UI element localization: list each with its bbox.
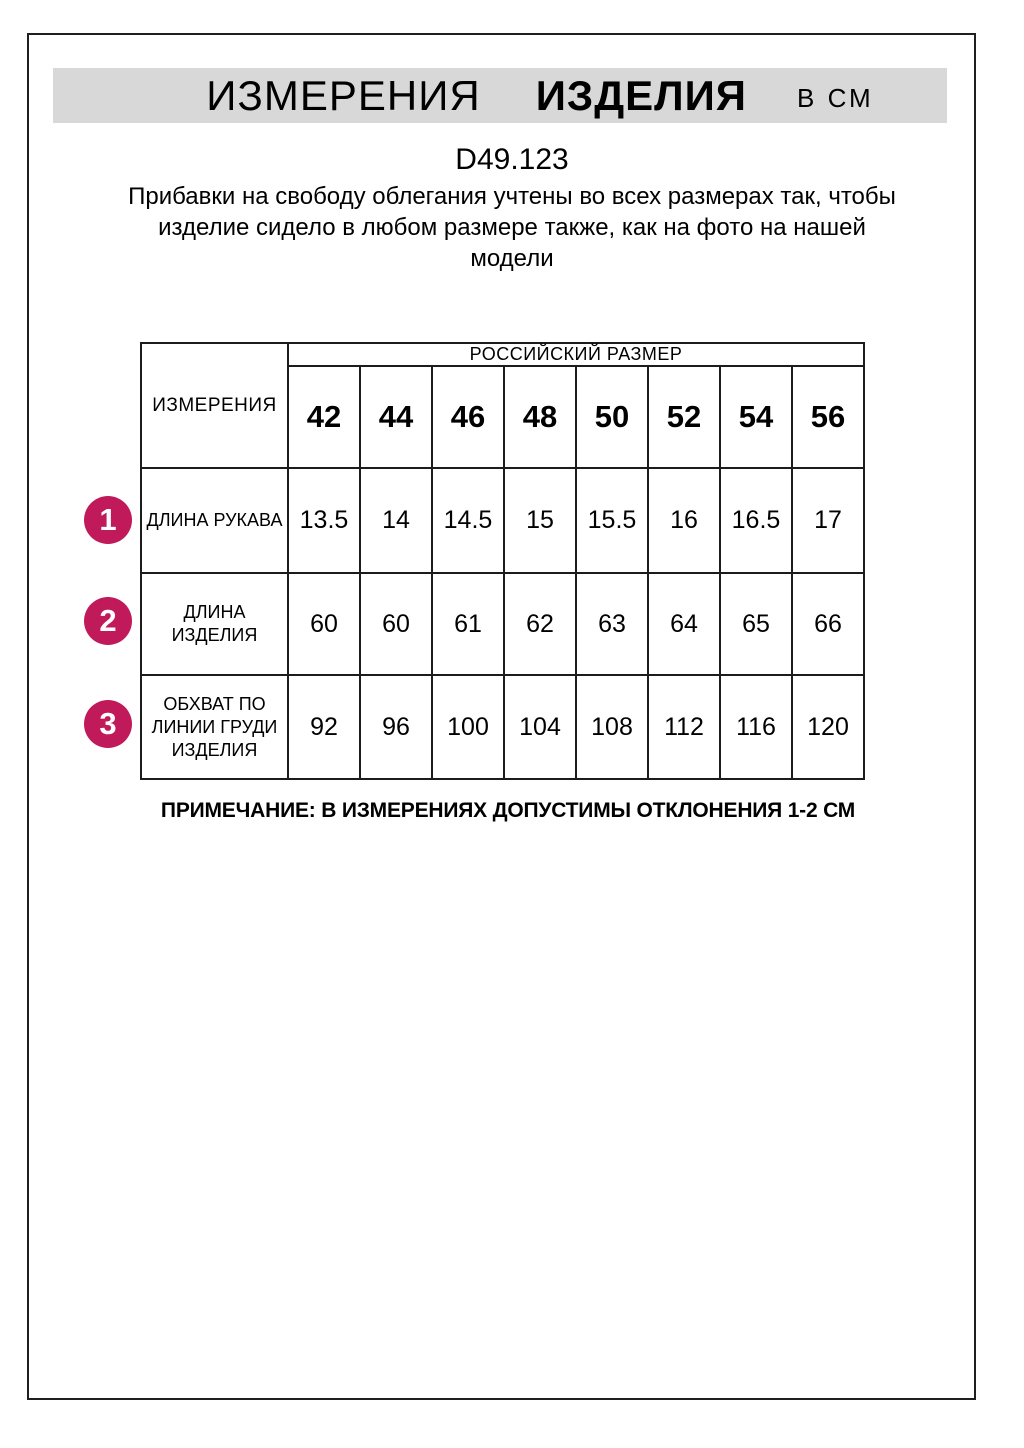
measurement-label: ДЛИНА ИЗДЕЛИЯ bbox=[141, 573, 288, 675]
page-title-unit: В СМ bbox=[797, 83, 874, 113]
measurement-value: 100 bbox=[432, 675, 504, 779]
measurement-value: 60 bbox=[360, 573, 432, 675]
measurement-value: 63 bbox=[576, 573, 648, 675]
measurement-value: 17 bbox=[792, 468, 864, 573]
measurement-value: 64 bbox=[648, 573, 720, 675]
page-title-measurements: ИЗМЕРЕНИЯ bbox=[206, 71, 481, 119]
measurement-value: 112 bbox=[648, 675, 720, 779]
size-header-cell: 54 bbox=[720, 366, 792, 468]
measurement-value: 108 bbox=[576, 675, 648, 779]
measurement-value: 92 bbox=[288, 675, 360, 779]
measurement-value: 62 bbox=[504, 573, 576, 675]
table-row bbox=[141, 468, 864, 573]
measurement-value: 14.5 bbox=[432, 468, 504, 573]
measurement-value: 66 bbox=[792, 573, 864, 675]
group-header-row bbox=[141, 343, 864, 366]
page-title-product: ИЗДЕЛИЯ bbox=[535, 71, 747, 119]
fit-description bbox=[112, 181, 912, 274]
fit-description-line: изделие сидело в любом размере также, как на фото на нашей bbox=[158, 214, 866, 241]
size-header-cell: 50 bbox=[576, 366, 648, 468]
measurements-column-header: ИЗМЕРЕНИЯ bbox=[141, 343, 288, 468]
article-number: D49.123 bbox=[455, 143, 569, 176]
measurement-value: 15 bbox=[504, 468, 576, 573]
table-row bbox=[141, 675, 864, 779]
measurement-value: 61 bbox=[432, 573, 504, 675]
measurement-value: 65 bbox=[720, 573, 792, 675]
title-bar bbox=[53, 68, 947, 123]
fit-description-line: Прибавки на свободу облегания учтены во всех размерах так, чтобы bbox=[128, 183, 896, 210]
measurement-value: 60 bbox=[288, 573, 360, 675]
tolerance-note: ПРИМЕЧАНИЕ: В ИЗМЕРЕНИЯХ ДОПУСТИМЫ ОТКЛОНЕНИЯ 1-2 СМ bbox=[160, 799, 856, 822]
fit-description-line: модели bbox=[470, 245, 554, 272]
size-header-cell: 52 bbox=[648, 366, 720, 468]
table-row bbox=[141, 573, 864, 675]
measurement-label: ДЛИНА РУКАВА bbox=[141, 468, 288, 573]
size-header-cell: 48 bbox=[504, 366, 576, 468]
size-header-cell: 46 bbox=[432, 366, 504, 468]
measurement-value: 96 bbox=[360, 675, 432, 779]
size-table bbox=[140, 342, 865, 780]
row-number-badge-3: 3 bbox=[84, 700, 132, 748]
measurement-value: 15.5 bbox=[576, 468, 648, 573]
size-header-cell: 56 bbox=[792, 366, 864, 468]
measurement-value: 16.5 bbox=[720, 468, 792, 573]
measurement-value: 14 bbox=[360, 468, 432, 573]
measurement-label: ОБХВАТ ПО ЛИНИИ ГРУДИ ИЗДЕЛИЯ bbox=[141, 675, 288, 779]
measurement-value: 120 bbox=[792, 675, 864, 779]
russian-size-header: РОССИЙСКИЙ РАЗМЕР bbox=[288, 343, 864, 366]
measurement-value: 116 bbox=[720, 675, 792, 779]
row-number-badge-1: 1 bbox=[84, 496, 132, 544]
measurement-value: 16 bbox=[648, 468, 720, 573]
measurement-value: 13.5 bbox=[288, 468, 360, 573]
row-number-badge-2: 2 bbox=[84, 597, 132, 645]
measurement-value: 104 bbox=[504, 675, 576, 779]
size-header-cell: 42 bbox=[288, 366, 360, 468]
size-header-cell: 44 bbox=[360, 366, 432, 468]
